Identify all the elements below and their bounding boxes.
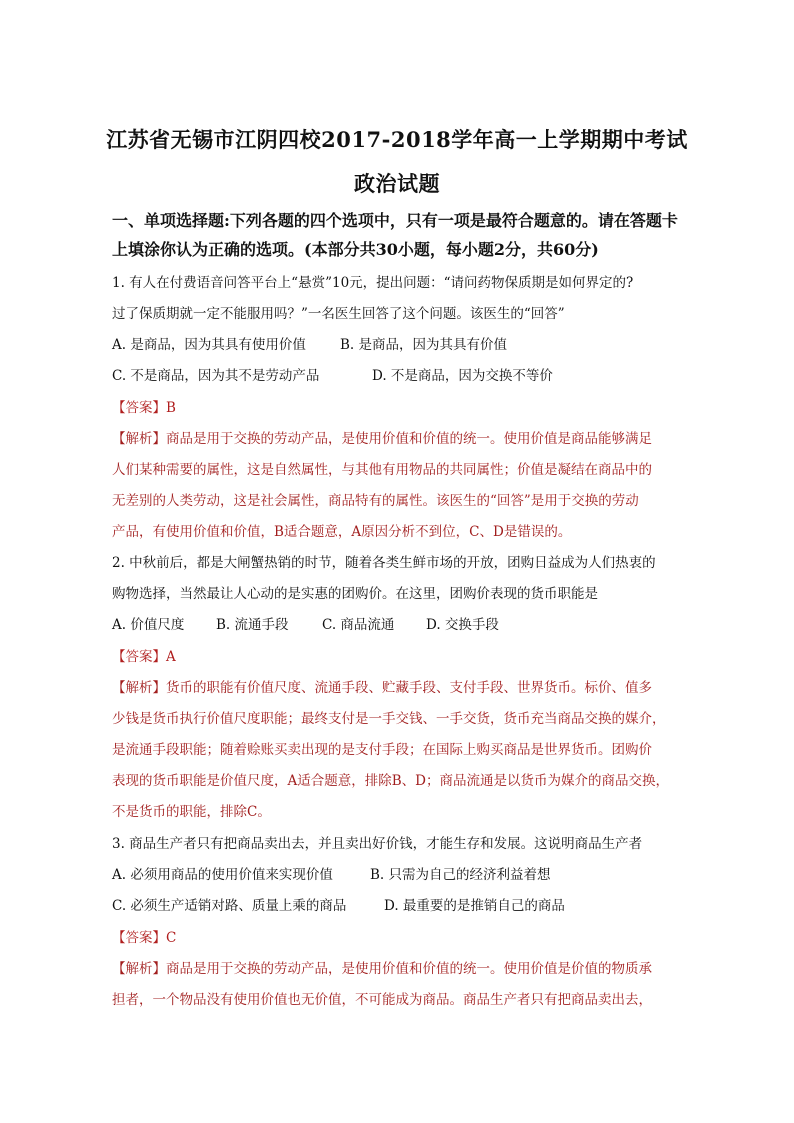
q3-options-row2 [112,894,565,914]
q2-answer [112,645,176,665]
q2-analysis-tag: 【解析】 [112,680,166,696]
q3-stem-line1: 3. 商品生产者只有把商品卖出去，并且卖出好价钱，才能生存和发展。这说明商品生产者 [112,836,643,852]
q2-stem-line2: 购物选择，当然最让人心动的是实惠的团购价。在这里，团购价表现的货币职能是 [112,586,598,602]
q3-analysis-line1 [112,957,652,977]
q2-option-c: C. 商品流通 [322,617,395,633]
q2-options-row [112,613,499,633]
q1-stem-line1: 1. 有人在付费语音问答平台上“悬赏”10元，提出问题：“请问药物保质期是如何界定的? [112,275,634,291]
q1-option-b: B. 是商品，因为其具有价值 [340,337,508,353]
q2-analysis-line2: 少钱是货币执行价值尺度职能；最终支付是一手交钱、一手交货，货币充当商品交换的媒介， [112,711,666,727]
q1-answer [112,396,176,416]
q1-option-c: C. 不是商品，因为其不是劳动产品 [112,368,320,384]
q3-option-b: B. 只需为自己的经济利益着想 [370,867,551,883]
q3-option-c: C. 必须生产适销对路、质量上乘的商品 [112,898,347,914]
q2-analysis-line1 [112,676,652,696]
page-title: 江苏省无锡市江阴四校2017-2018学年高一上学期期中考试 [106,127,688,152]
q2-stem-line1: 2. 中秋前后，都是大闸蟹热销的时节，随着各类生鲜市场的开放，团购日益成为人们热衷的 [112,555,656,571]
q3-analysis-line2: 担者，一个物品没有使用价值也无价值，不可能成为商品。商品生产者只有把商品卖出去， [112,992,652,1008]
q1-option-a: A. 是商品，因为其具有使用价值 [112,337,306,353]
q3-option-a: A. 必须用商品的使用价值来实现价值 [112,867,333,883]
q2-answer-value: A [166,649,176,665]
q1-analysis-line3: 无差别的人类劳动，这是社会属性，商品特有的属性。该医生的“回答”是用于交换的劳动 [112,493,639,509]
q1-answer-tag: 【答案】 [112,400,166,416]
q2-analysis-text1: 货币的职能有价值尺度、流通手段、贮藏手段、支付手段、世界货币。标价、值多 [166,680,652,696]
q1-analysis-tag: 【解析】 [112,431,166,447]
q2-analysis-line3: 是流通手段职能；随着赊账买卖出现的是支付手段；在国际上购买商品是世界货币。团购价 [112,742,652,758]
q3-analysis-text1: 商品是用于交换的劳动产品，是使用价值和价值的统一。使用价值是价值的物质承 [166,961,652,977]
page-subtitle: 政治试题 [354,171,440,196]
q1-analysis-line2: 人们某种需要的属性，这是自然属性，与其他有用物品的共同属性；价值是凝结在商品中的 [112,462,652,478]
q3-options-row1 [112,863,551,883]
q1-analysis-text1: 商品是用于交换的劳动产品，是使用价值和价值的统一。使用价值是商品能够满足 [166,431,652,447]
q3-answer-value: C [166,930,177,946]
q1-option-d: D. 不是商品，因为交换不等价 [372,368,553,384]
section-heading-line2: 上填涂你认为正确的选项。(本部分共30小题，每小题2分，共60分) [112,240,599,259]
q2-analysis-line4: 表现的货币职能是价值尺度，A适合题意，排除B、D；商品流通是以货币为媒介的商品交换， [112,773,669,789]
q2-analysis-line5: 不是货币的职能，排除C。 [112,804,271,820]
q3-analysis-tag: 【解析】 [112,961,166,977]
q2-option-a: A. 价值尺度 [112,617,185,633]
q3-option-d: D. 最重要的是推销自己的商品 [384,898,565,914]
q1-analysis-line4: 产品，有使用价值和价值，B适合题意，A原因分析不到位，C、D是错误的。 [112,524,572,540]
q1-answer-value: B [166,400,176,416]
q3-answer [112,926,176,946]
q1-stem-line2: 过了保质期就一定不能服用吗？”一名医生回答了这个问题。该医生的“回答” [112,306,565,322]
q3-answer-tag: 【答案】 [112,930,166,946]
q2-option-b: B. 流通手段 [216,617,289,633]
q1-analysis-line1 [112,427,652,447]
q2-answer-tag: 【答案】 [112,649,166,665]
q2-option-d: D. 交换手段 [426,617,499,633]
section-heading-line1: 一、单项选择题:下列各题的四个选项中，只有一项是最符合题意的。请在答题卡 [112,211,678,230]
q1-options-row1 [112,333,507,353]
q1-options-row2 [112,364,553,384]
